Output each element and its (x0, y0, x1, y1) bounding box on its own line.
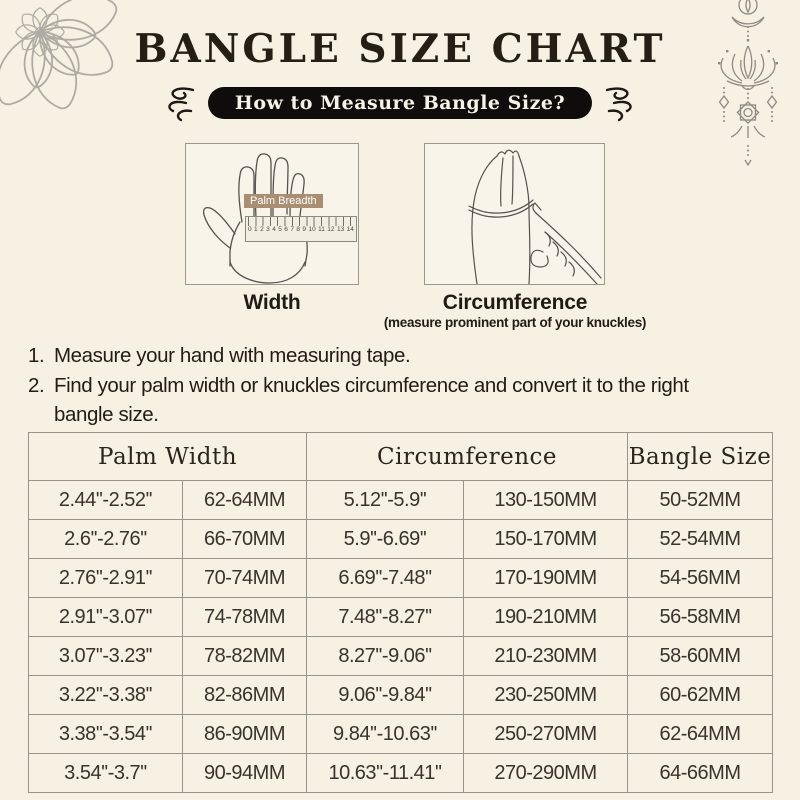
table-cell: 54-56MM (628, 559, 773, 598)
instruction-number: 1. (28, 344, 45, 367)
table-cell: 3.22''-3.38'' (29, 676, 183, 715)
flourish-right-icon (602, 84, 638, 122)
ruler-number: 10 (308, 226, 316, 233)
knuckle-measure-drawing (425, 144, 604, 284)
ruler-number: 7 (290, 226, 294, 233)
ruler-number: 9 (302, 226, 307, 233)
table-cell: 78-82MM (183, 637, 307, 676)
table-cell: 9.06''-9.84'' (307, 676, 464, 715)
table-cell: 170-190MM (464, 559, 628, 598)
circumference-caption (370, 291, 660, 330)
table-cell: 50-52MM (628, 481, 773, 520)
table-cell: 270-290MM (464, 754, 628, 793)
table-cell: 10.63''-11.41'' (307, 754, 464, 793)
table-cell: 210-230MM (464, 637, 628, 676)
table-cell: 2.76''-2.91'' (29, 559, 183, 598)
table-cell: 150-170MM (464, 520, 628, 559)
instruction-number: 2. (28, 373, 45, 397)
table-cell: 86-90MM (183, 715, 307, 754)
circumference-caption-title: Circumference (442, 291, 588, 314)
ruler (245, 216, 357, 242)
palm-breadth-label: Palm Breadth (244, 194, 323, 208)
table-row (29, 598, 773, 637)
size-table-body (29, 481, 773, 793)
instruction-text: Find your palm width or knuckles circumference and convert it to the right bangle size. (54, 373, 689, 427)
table-cell: 62-64MM (183, 481, 307, 520)
instruction-text: Measure your hand with measuring tape. (54, 344, 411, 367)
ruler-number: 12 (327, 226, 335, 233)
circumference-subcaption: (measure prominent part of your knuckles) (383, 315, 647, 330)
instruction-item-2 (28, 371, 772, 430)
ruler-number: 4 (272, 226, 276, 233)
table-row (29, 754, 773, 793)
ruler-number: 1 (254, 226, 258, 233)
table-cell: 62-64MM (628, 715, 773, 754)
ruler-numbers (246, 226, 356, 234)
flourish-left-icon (162, 84, 198, 122)
table-cell: 9.84''-10.63'' (307, 715, 464, 754)
table-cell: 3.54''-3.7'' (29, 754, 183, 793)
table-cell: 230-250MM (464, 676, 628, 715)
table-row (29, 676, 773, 715)
table-cell: 74-78MM (183, 598, 307, 637)
table-cell: 58-60MM (628, 637, 773, 676)
ruler-number: 0 (248, 226, 252, 233)
table-cell: 7.48''-8.27'' (307, 598, 464, 637)
header-circumference: Circumference (307, 433, 628, 481)
table-cell: 52-54MM (628, 520, 773, 559)
palm-hand-drawing (186, 144, 358, 284)
instructions (28, 341, 772, 430)
subtitle-row (0, 84, 800, 122)
ruler-number: 8 (296, 226, 300, 233)
table-row (29, 637, 773, 676)
measure-pill: How to Measure Bangle Size? (208, 87, 592, 119)
table-header-row (29, 433, 773, 481)
table-cell: 66-70MM (183, 520, 307, 559)
table-cell: 2.44''-2.52'' (29, 481, 183, 520)
ruler-number: 14 (346, 226, 354, 233)
table-cell: 60-62MM (628, 676, 773, 715)
header-bangle-size: Bangle Size (628, 433, 773, 481)
ruler-number: 13 (336, 226, 345, 233)
table-cell: 3.38''-3.54'' (29, 715, 183, 754)
ruler-number: 2 (260, 226, 264, 233)
circumference-illustration-box (424, 143, 605, 285)
ruler-number: 6 (284, 226, 288, 233)
size-table (28, 432, 773, 793)
table-cell: 70-74MM (183, 559, 307, 598)
table-cell: 8.27''-9.06'' (307, 637, 464, 676)
table-row (29, 520, 773, 559)
table-cell: 5.12''-5.9'' (307, 481, 464, 520)
table-cell: 64-66MM (628, 754, 773, 793)
table-cell: 6.69''-7.48'' (307, 559, 464, 598)
table-cell: 56-58MM (628, 598, 773, 637)
table-cell: 2.91''-3.07'' (29, 598, 183, 637)
ruler-ticks (248, 217, 354, 226)
page-title: BANGLE SIZE CHART (134, 26, 666, 72)
table-row (29, 481, 773, 520)
table-cell: 190-210MM (464, 598, 628, 637)
ruler-number: 5 (278, 226, 282, 233)
ruler-number: 11 (318, 226, 325, 233)
table-row (29, 715, 773, 754)
width-caption: Width (243, 291, 301, 314)
table-cell: 130-150MM (464, 481, 628, 520)
table-cell: 90-94MM (183, 754, 307, 793)
table-cell: 5.9''-6.69'' (307, 520, 464, 559)
ruler-number: 3 (266, 226, 270, 233)
table-cell: 82-86MM (183, 676, 307, 715)
table-cell: 2.6''-2.76'' (29, 520, 183, 559)
width-illustration-box (185, 143, 359, 285)
table-row (29, 559, 773, 598)
header-palm-width: Palm Width (29, 433, 307, 481)
instruction-item-1 (28, 341, 772, 371)
table-cell: 3.07''-3.23'' (29, 637, 183, 676)
table-cell: 250-270MM (464, 715, 628, 754)
